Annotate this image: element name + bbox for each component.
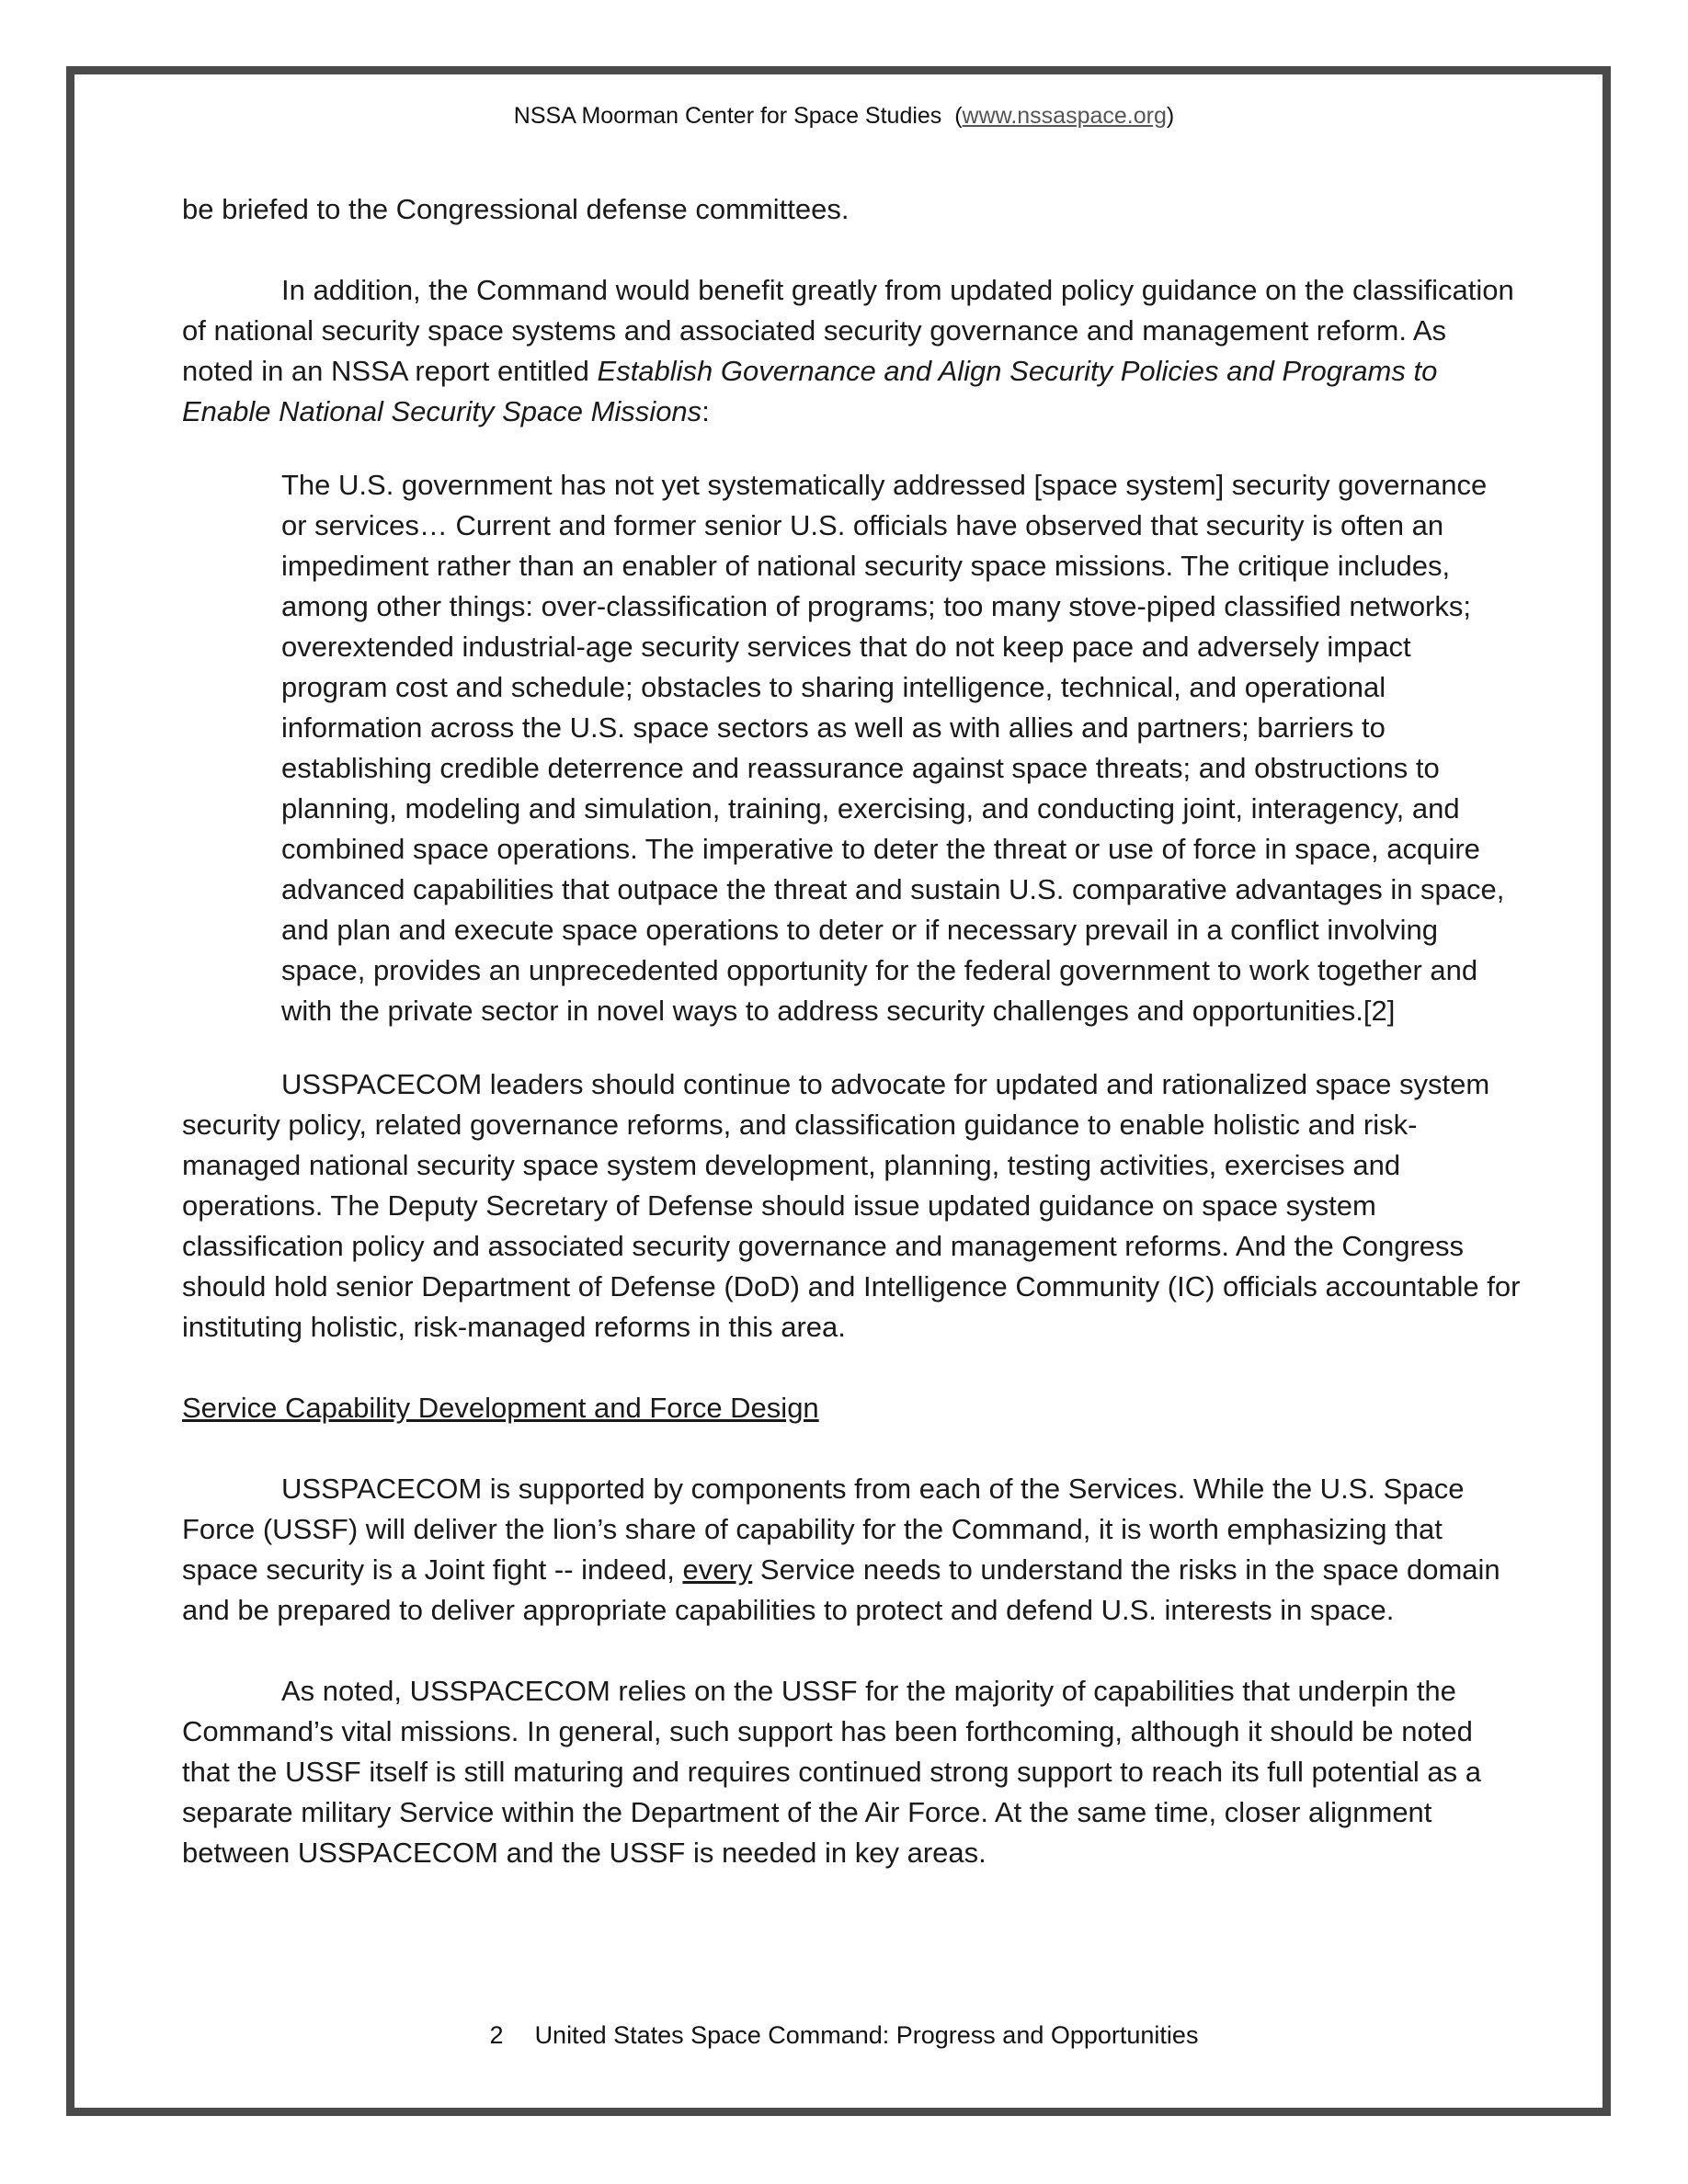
page-number: 2 <box>489 2021 504 2049</box>
page-body <box>182 189 1524 1873</box>
header-org: NSSA Moorman Center for Space Studies <box>513 103 942 129</box>
header-link[interactable]: www.nssaspace.org <box>962 103 1167 129</box>
header-open-paren: ( <box>954 103 963 129</box>
paragraph-advocacy: USSPACECOM leaders should continue to advocate for updated and rationalized space system security policy, related governance reforms, and classification guidance to enable holistic and risk-managed national security space system development, planning, testing activities, exercises and operations. The Deputy Secretary of Defense should issue updated guidance on space system classification policy and associated security governance and management reforms. And the Congress should hold senior Department of Defense (DoD) and Intelligence Community (IC) officials accountable for instituting holistic, risk-managed reforms in this area. <box>182 1068 1521 1343</box>
header-close-paren: ) <box>1166 103 1175 129</box>
paragraph-text: In addition, the Command would benefit greatly from updated policy guidance on the classification of national security space systems and associated security governance and management reform. As noted in an NSSA report entitled <box>182 274 1514 387</box>
emphasis-every: every <box>682 1553 753 1586</box>
paragraph-text: USSPACECOM is supported by components from each of the Services. While the U.S. Space Force (USSF) will deliver the lion’s share of capability for the Command, it is worth emphasizing that space security is a Joint fight -- indeed, <box>182 1473 1465 1586</box>
paragraph-continuation: be briefed to the Congressional defense committees. <box>182 193 850 225</box>
paragraph-components <box>182 1469 1524 1631</box>
paragraph-text: : <box>701 395 710 427</box>
paragraph-ussf-reliance: As noted, USSPACECOM relies on the USSF for the majority of capabilities that underpin the Command’s vital missions. In general, such support has been forthcoming, although it should be noted that the USSF itself is still maturing and requires continued strong support to reach its full potential as a separate military Service within the Department of the Air Force. At the same time, closer alignment between USSPACECOM and the USSF is needed in key areas. <box>182 1675 1481 1869</box>
page-header <box>0 101 1688 131</box>
paragraph-policy-guidance <box>182 270 1524 432</box>
section-heading: Service Capability Development and Force Design <box>182 1392 819 1424</box>
block-quote: The U.S. government has not yet systematically addressed [space system] security governance or services… Current and former senior U.S. officials have observed that security is often an impediment rather than an enabler of national security space missions. The critique includes, among other things: over-classification of programs; too many stove-piped classified networks; overextended industrial-age security services that do not keep pace and adversely impact program cost and schedule; obstacles to sharing intelligence, technical, and operational information across the U.S. space sectors as well as with allies and partners; barriers to establishing credible deterrence and reassurance against space threats; and obstructions to planning, modeling and simulation, training, exercising, and conducting joint, interagency, and combined space operations. The imperative to deter the threat or use of force in space, acquire advanced capabilities that outpace the threat and sustain U.S. comparative advantages in space, and plan and execute space operations to deter or if necessary prevail in a conflict involving space, provides an unprecedented opportunity for the federal government to work together and with the private sector in novel ways to address security challenges and opportunities.[2] <box>281 469 1505 1027</box>
page-footer <box>0 2019 1688 2052</box>
footer-title: United States Space Command: Progress and Opportunities <box>534 2021 1199 2049</box>
report-title: Establish Governance and Align Security Policies and Programs to Enable National Security Space Missions <box>182 355 1438 427</box>
paragraph-text: Service needs to understand the risks in the space domain and be prepared to deliver appropriate capabilities to protect and defend U.S. interests in space. <box>182 1553 1500 1626</box>
